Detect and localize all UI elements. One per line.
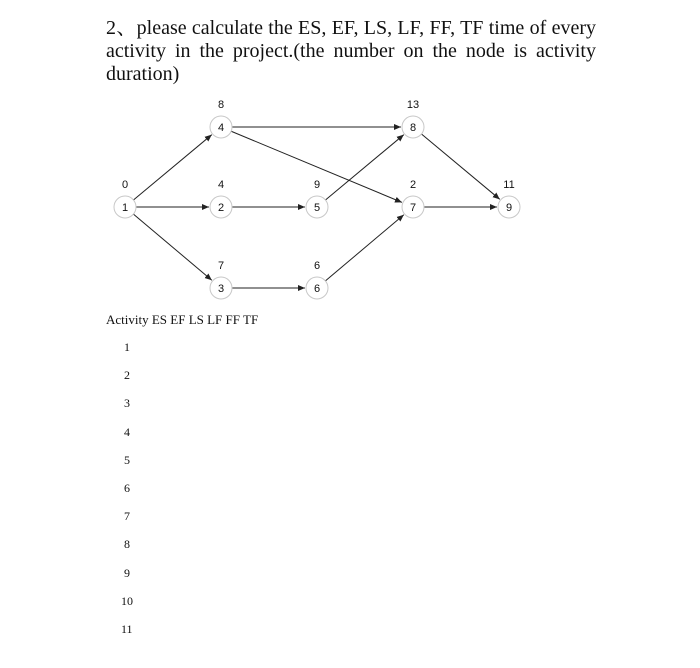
activity-row-label: 9 [124, 565, 130, 580]
node-label: 6 [313, 283, 321, 295]
activity-row-label: 1 [124, 340, 130, 354]
node-9 [498, 179, 520, 218]
node-6 [306, 260, 328, 299]
table-header: Activity ES EF LS LF FF TF [106, 312, 259, 327]
node-label: 1 [121, 202, 129, 214]
node-label: 3 [217, 283, 225, 295]
edge-5-8 [325, 135, 403, 200]
activity-row-label: 11 [121, 622, 133, 636]
activity-row-label: 7 [124, 509, 130, 524]
node-duration: 9 [313, 179, 321, 191]
edge-8-9 [421, 134, 499, 199]
node-duration: 2 [409, 179, 417, 191]
node-3 [210, 260, 232, 299]
activity-row-label: 5 [124, 452, 130, 467]
node-8 [402, 99, 424, 138]
node-label: 2 [217, 202, 225, 214]
node-duration: 4 [217, 179, 225, 191]
node-5 [306, 179, 328, 218]
edge-1-3 [133, 214, 211, 280]
node-2 [210, 179, 232, 218]
node-label: 9 [505, 202, 513, 214]
node-duration: 0 [121, 179, 129, 191]
node-duration: 13 [406, 99, 420, 111]
activity-row-label: 6 [124, 481, 130, 495]
edge-6-7 [325, 215, 403, 281]
node-label: 5 [313, 202, 321, 214]
activity-row-label: 2 [124, 368, 130, 383]
node-duration: 8 [217, 99, 225, 111]
question-text: 2、please calculate the ES, EF, LS, LF, FF, TF time of every activity in the project.(the number on the node is activity duration) [106, 17, 596, 85]
activity-row-label: 4 [124, 424, 130, 439]
node-1 [114, 179, 136, 218]
activity-row-label: 10 [121, 593, 133, 608]
node-7 [402, 179, 424, 218]
node-label: 8 [409, 122, 417, 134]
edge-4-7 [231, 131, 402, 202]
activity-row-label: 3 [124, 396, 130, 411]
edge-1-4 [133, 135, 211, 200]
node-duration: 11 [503, 179, 515, 191]
node-label: 4 [217, 122, 225, 134]
activity-row-label: 8 [124, 537, 130, 552]
node-duration: 7 [217, 260, 225, 272]
node-duration: 6 [313, 260, 321, 272]
node-4 [210, 99, 232, 138]
node-label: 7 [409, 202, 417, 214]
